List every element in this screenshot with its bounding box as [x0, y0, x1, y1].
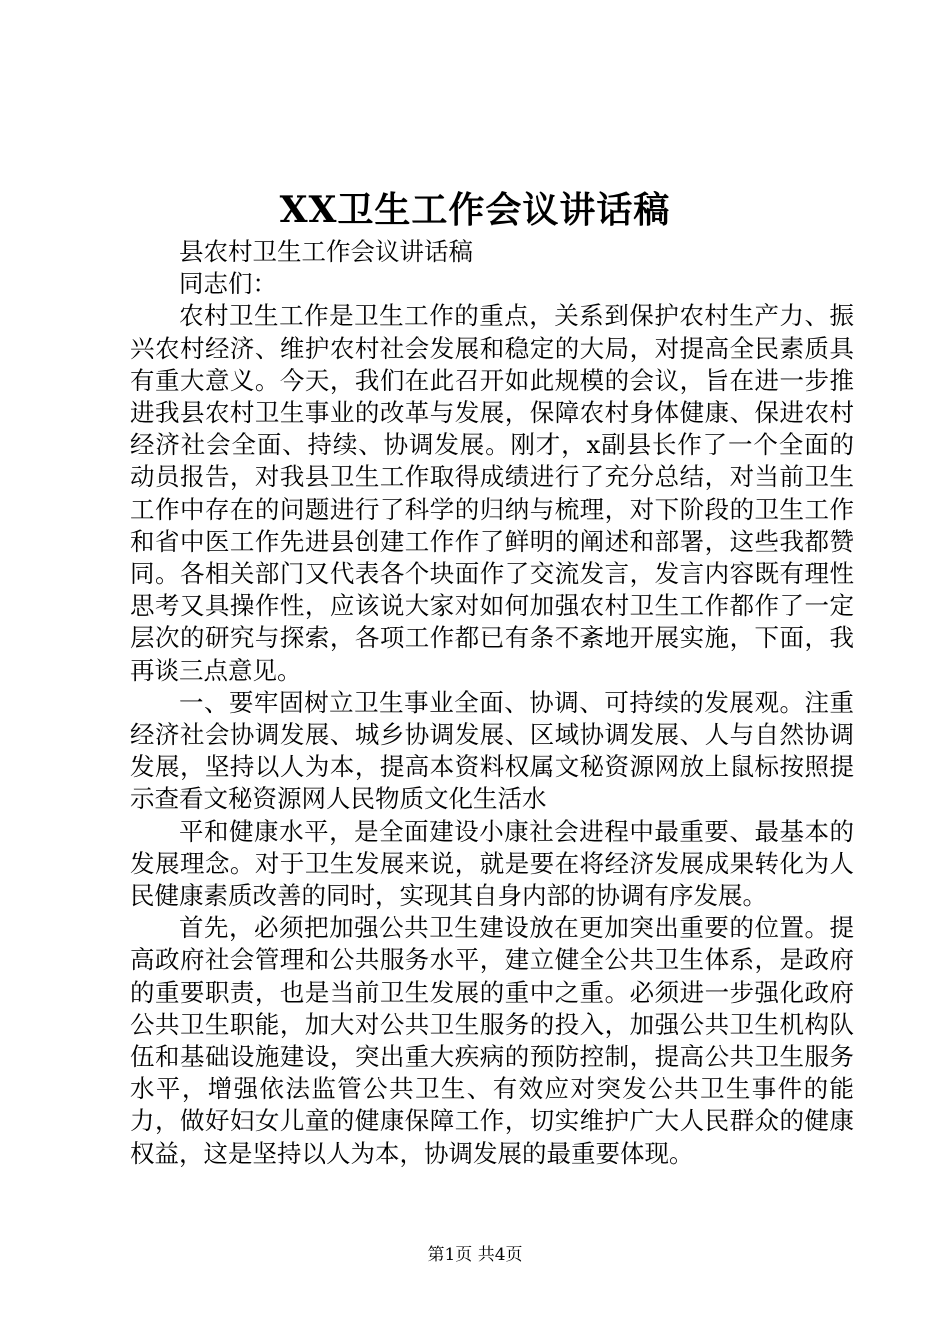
subtitle-paragraph: 县农村卫生工作会议讲话稿 [179, 237, 473, 266]
body-paragraph: 平和健康水平，是全面建设小康社会进程中最重要、最基本的发展理念。对于卫生发展来说，就是要在将经济发展成果转化为人民健康素质改善的同时，实现其自身内部的协调有序发展。 [130, 816, 854, 911]
page-footer [0, 1244, 950, 1266]
body-paragraph: 一、要牢固树立卫生事业全面、协调、可持续的发展观。注重经济社会协调发展、城乡协调发展、区域协调发展、人与自然协调发展，坚持以人为本，提高本资料权属文秘资源网放上鼠标按照提示查看文秘资源网人民物质文化生活水 [130, 687, 854, 814]
document-title: XX卫生工作会议讲话稿 [279, 189, 671, 231]
body-paragraph: 农村卫生工作是卫生工作的重点，关系到保护农村生产力、振兴农村经济、维护农村社会发展和稳定的大局，对提高全民素质具有重大意义。今天，我们在此召开如此规模的会议，旨在进一步推进我县农村卫生事业的改革与发展，保障农村身体健康、保进农村经济社会全面、持续、协调发展。刚才，x副县长作了一个全面的动员报告，对我县卫生工作取得成绩进行了充分总结，对当前卫生工作中存在的问题进行了科学的归纳与梳理，对下阶段的卫生工作和省中医工作先进县创建工作作了鲜明的阐述和部署，这些我都赞同。各相关部门又代表各个块面作了交流发言，发言内容既有理性思考又具操作性，应该说大家对如何加强农村卫生工作都作了一定层次的研究与探索，各项工作都已有条不紊地开展实施，下面，我再谈三点意见。 [130, 301, 854, 685]
body-paragraph: 首先，必须把加强公共卫生建设放在更加突出重要的位置。提高政府社会管理和公共服务水平，建立健全公共卫生体系，是政府的重要职责，也是当前卫生发展的重中之重。必须进一步强化政府公共卫生职能，加大对公共卫生服务的投入，加强公共卫生机构队伍和基础设施建设，突出重大疾病的预防控制，提高公共卫生服务水平，增强依法监管公共卫生、有效应对突发公共卫生事件的能力，做好妇女儿童的健康保障工作，切实维护广大人民群众的健康权益，这是坚持以人为本，协调发展的最重要体现。 [130, 913, 854, 1168]
document-body [130, 236, 854, 1170]
salutation-paragraph: 同志们： [179, 269, 277, 299]
page-number-indicator: 第1页 共4页 [427, 1245, 523, 1265]
